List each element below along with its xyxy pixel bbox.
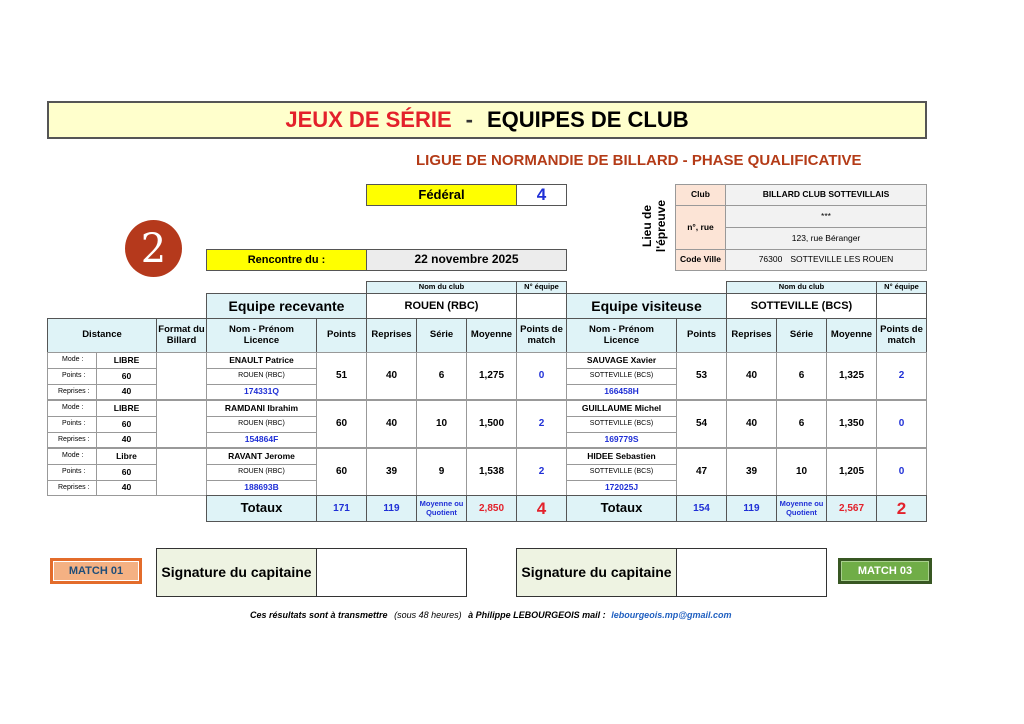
match-next-button[interactable]: MATCH 03 bbox=[838, 558, 932, 584]
venue-club-label: Club bbox=[675, 184, 726, 206]
away-player-club: SOTTEVILLE (BCS) bbox=[566, 368, 677, 385]
match-row bbox=[0, 352, 1024, 400]
home-player-name: RAMDANI Ibrahim bbox=[206, 400, 317, 417]
points-label: Points : bbox=[47, 368, 97, 385]
footer-note bbox=[250, 610, 770, 620]
mode-value: LIBRE bbox=[96, 400, 157, 417]
home-player-club: ROUEN (RBC) bbox=[206, 368, 317, 385]
venue-city-label: Code Ville bbox=[675, 249, 726, 271]
home-player-club: ROUEN (RBC) bbox=[206, 464, 317, 481]
home-reprises: 40 bbox=[366, 400, 417, 448]
home-club-name: ROUEN (RBC) bbox=[366, 293, 517, 319]
away-reprises: 40 bbox=[726, 400, 777, 448]
footer-email[interactable]: lebourgeois.mp@gmail.com bbox=[611, 610, 732, 620]
home-serie: 10 bbox=[416, 400, 467, 448]
col-distance: Distance bbox=[47, 318, 157, 353]
col-away-name: Nom - Prénom Licence bbox=[566, 318, 677, 353]
home-player-licence: 174331Q bbox=[206, 384, 317, 400]
footer-text3: à Philippe LEBOURGEOIS mail : bbox=[468, 610, 606, 620]
points-value: 60 bbox=[96, 464, 157, 481]
away-player-licence: 172025J bbox=[566, 480, 677, 496]
mode-label: Mode : bbox=[47, 400, 97, 417]
away-player-name: GUILLAUME Michel bbox=[566, 400, 677, 417]
home-player-name: RAVANT Jerome bbox=[206, 448, 317, 465]
home-player-licence: 188693B bbox=[206, 480, 317, 496]
meeting-date: 22 novembre 2025 bbox=[366, 249, 567, 271]
home-total-reprises: 119 bbox=[366, 495, 417, 522]
away-serie: 6 bbox=[776, 400, 827, 448]
col-home-serie: Série bbox=[416, 318, 467, 353]
away-match-points: 0 bbox=[876, 448, 927, 496]
home-team-label: Equipe recevante bbox=[206, 293, 367, 319]
away-signature-box[interactable] bbox=[676, 548, 827, 597]
home-moyenne: 1,538 bbox=[466, 448, 517, 496]
away-moyenne: 1,325 bbox=[826, 352, 877, 400]
mode-label: Mode : bbox=[47, 448, 97, 465]
away-match-points: 0 bbox=[876, 400, 927, 448]
away-moyenne: 1,350 bbox=[826, 400, 877, 448]
points-label: Points : bbox=[47, 464, 97, 481]
home-points: 51 bbox=[316, 352, 367, 400]
level-value: 4 bbox=[516, 184, 567, 206]
away-points: 47 bbox=[676, 448, 727, 496]
points-value: 60 bbox=[96, 416, 157, 433]
venue-vertical-label: Lieu de l'épreuve bbox=[640, 199, 668, 253]
home-match-points: 2 bbox=[516, 448, 567, 496]
format-cell bbox=[156, 448, 207, 496]
col-away-points: Points bbox=[676, 318, 727, 353]
meeting-label: Rencontre du : bbox=[206, 249, 367, 271]
mode-value: LIBRE bbox=[96, 352, 157, 369]
footer-text1: Ces résultats sont à transmettre bbox=[250, 610, 388, 620]
col-home-reprises: Reprises bbox=[366, 318, 417, 353]
away-team-label: Equipe visiteuse bbox=[566, 293, 727, 319]
venue-club-name: BILLARD CLUB SOTTEVILLAIS bbox=[725, 184, 927, 206]
home-total-match-points: 4 bbox=[516, 495, 567, 522]
mode-value: Libre bbox=[96, 448, 157, 465]
subtitle: LIGUE DE NORMANDIE DE BILLARD - PHASE QUALIFICATIVE bbox=[416, 152, 862, 169]
format-cell bbox=[156, 400, 207, 448]
home-player-name: ENAULT Patrice bbox=[206, 352, 317, 369]
away-quotient-label: Moyenne ou Quotient bbox=[776, 495, 827, 522]
home-total-moyenne: 2,850 bbox=[466, 495, 517, 522]
title-separator: - bbox=[465, 107, 473, 132]
away-total-moyenne: 2,567 bbox=[826, 495, 877, 522]
venue-street2: 123, rue Béranger bbox=[725, 227, 927, 250]
home-match-points: 2 bbox=[516, 400, 567, 448]
col-away-match-points: Points de match bbox=[876, 318, 927, 353]
footer-text2: (sous 48 heures) bbox=[394, 610, 462, 620]
venue-street1: *** bbox=[725, 205, 927, 228]
match-row bbox=[0, 400, 1024, 448]
home-player-licence: 154864F bbox=[206, 432, 317, 448]
format-cell bbox=[156, 352, 207, 400]
away-reprises: 40 bbox=[726, 352, 777, 400]
venue-city-row bbox=[725, 249, 927, 271]
reprises-label: Reprises : bbox=[47, 432, 97, 448]
home-reprises: 40 bbox=[366, 352, 417, 400]
col-home-name: Nom - Prénom Licence bbox=[206, 318, 317, 353]
level-label: Fédéral bbox=[366, 184, 517, 206]
title-part1: JEUX DE SÉRIE bbox=[285, 107, 452, 132]
away-player-name: HIDEE Sebastien bbox=[566, 448, 677, 465]
venue-city: SOTTEVILLE LES ROUEN bbox=[790, 254, 894, 265]
match-number-badge bbox=[125, 220, 182, 277]
home-points: 60 bbox=[316, 448, 367, 496]
away-total-match-points: 2 bbox=[876, 495, 927, 522]
home-quotient-label: Moyenne ou Quotient bbox=[416, 495, 467, 522]
away-player-licence: 166458H bbox=[566, 384, 677, 400]
match-prev-button[interactable]: MATCH 01 bbox=[50, 558, 142, 584]
away-points: 53 bbox=[676, 352, 727, 400]
points-value: 60 bbox=[96, 368, 157, 385]
home-totals-label: Totaux bbox=[206, 495, 317, 522]
reprises-label: Reprises : bbox=[47, 384, 97, 400]
col-away-reprises: Reprises bbox=[726, 318, 777, 353]
col-format: Format du Billard bbox=[156, 318, 207, 353]
home-team-no bbox=[516, 293, 567, 319]
home-signature-box[interactable] bbox=[316, 548, 467, 597]
home-player-club: ROUEN (RBC) bbox=[206, 416, 317, 433]
reprises-value: 40 bbox=[96, 384, 157, 400]
home-points: 60 bbox=[316, 400, 367, 448]
away-total-points: 154 bbox=[676, 495, 727, 522]
reprises-value: 40 bbox=[96, 480, 157, 496]
venue-postcode: 76300 bbox=[758, 254, 783, 265]
mode-label: Mode : bbox=[47, 352, 97, 369]
away-team-no-header: N° équipe bbox=[876, 281, 927, 294]
away-club-name: SOTTEVILLE (BCS) bbox=[726, 293, 877, 319]
away-signature-label: Signature du capitaine bbox=[516, 548, 677, 597]
home-serie: 6 bbox=[416, 352, 467, 400]
away-reprises: 39 bbox=[726, 448, 777, 496]
col-home-points: Points bbox=[316, 318, 367, 353]
reprises-label: Reprises : bbox=[47, 480, 97, 496]
badge-number: 2 bbox=[140, 225, 167, 272]
match-row bbox=[0, 448, 1024, 496]
title-banner bbox=[47, 101, 927, 139]
away-totals-label: Totaux bbox=[566, 495, 677, 522]
away-serie: 10 bbox=[776, 448, 827, 496]
col-away-serie: Série bbox=[776, 318, 827, 353]
points-label: Points : bbox=[47, 416, 97, 433]
home-total-points: 171 bbox=[316, 495, 367, 522]
reprises-value: 40 bbox=[96, 432, 157, 448]
title-part2: EQUIPES DE CLUB bbox=[486, 107, 689, 132]
home-serie: 9 bbox=[416, 448, 467, 496]
home-moyenne: 1,275 bbox=[466, 352, 517, 400]
home-club-header: Nom du club bbox=[366, 281, 517, 294]
col-home-match-points: Points de match bbox=[516, 318, 567, 353]
home-match-points: 0 bbox=[516, 352, 567, 400]
venue-street-label: n°, rue bbox=[675, 205, 726, 250]
away-serie: 6 bbox=[776, 352, 827, 400]
away-match-points: 2 bbox=[876, 352, 927, 400]
col-away-moyenne: Moyenne bbox=[826, 318, 877, 353]
away-total-reprises: 119 bbox=[726, 495, 777, 522]
home-signature-label: Signature du capitaine bbox=[156, 548, 317, 597]
home-reprises: 39 bbox=[366, 448, 417, 496]
home-team-no-header: N° équipe bbox=[516, 281, 567, 294]
away-player-name: SAUVAGE Xavier bbox=[566, 352, 677, 369]
away-club-header: Nom du club bbox=[726, 281, 877, 294]
away-player-licence: 169779S bbox=[566, 432, 677, 448]
away-moyenne: 1,205 bbox=[826, 448, 877, 496]
home-moyenne: 1,500 bbox=[466, 400, 517, 448]
col-home-moyenne: Moyenne bbox=[466, 318, 517, 353]
away-player-club: SOTTEVILLE (BCS) bbox=[566, 416, 677, 433]
away-team-no bbox=[876, 293, 927, 319]
away-points: 54 bbox=[676, 400, 727, 448]
away-player-club: SOTTEVILLE (BCS) bbox=[566, 464, 677, 481]
